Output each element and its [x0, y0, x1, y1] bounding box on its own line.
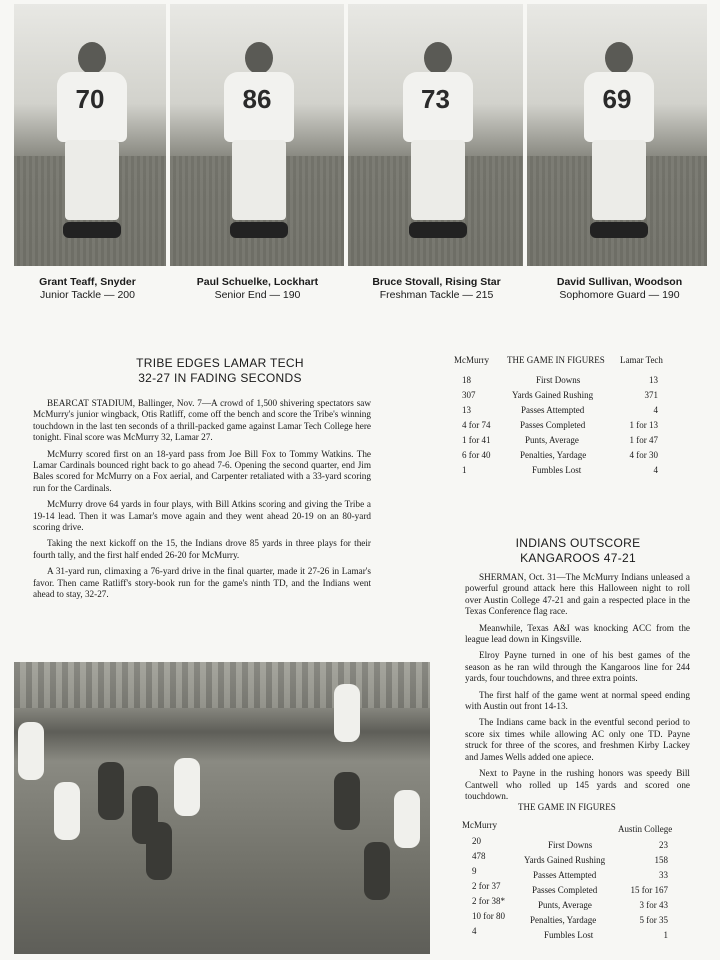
- player-photo-4: [527, 4, 707, 266]
- cell-right: 1: [663, 930, 668, 940]
- paragraph: Next to Payne in the rushing honors was speedy Bill Cantwell who rolled up 145 yards and scored one touchdown.: [465, 768, 690, 801]
- paragraph: The Indians came back in the eventful second period to score six times while allowing AC only one TD. Payne struck for three of the scores, and freshmen Kirby Lackey and James Wells added one apiece.: [465, 717, 690, 762]
- jersey-number: 86: [242, 84, 272, 114]
- player-position: Junior Tackle — 200: [40, 289, 135, 301]
- cell-right: 15 for 167: [630, 885, 668, 895]
- player-figure: [572, 38, 662, 248]
- cell-left: 4 for 74: [462, 420, 491, 430]
- cell-left: 13: [462, 405, 471, 415]
- game-action-photo: [14, 662, 430, 954]
- game-figures-table-1: [454, 355, 676, 485]
- paragraph: A 31-yard run, climaxing a 76-yard drive in the final quarter, made it 27-26 in Lamar's favor. Then came Ratliff's story-book run for the game's ninth TD, and the Indians went ahead to stay, 32-27.: [33, 566, 371, 600]
- photo-player: [18, 722, 44, 780]
- cell-right: 1 for 13: [629, 420, 658, 430]
- headline-line-2: KANGAROOS 47-21: [520, 551, 636, 565]
- cell-stat: Passes Completed: [520, 420, 586, 430]
- cell-stat: Punts, Average: [525, 435, 579, 445]
- table-row: [462, 926, 688, 941]
- player-figure: [45, 38, 135, 248]
- cell-right: 3 for 43: [639, 900, 668, 910]
- player-photo-2: [170, 4, 344, 266]
- table-row: [462, 851, 688, 866]
- table-row: [454, 390, 676, 405]
- cell-left: 6 for 40: [462, 450, 491, 460]
- cell-stat: Fumbles Lost: [532, 465, 582, 475]
- cell-left: 2 for 38*: [472, 896, 505, 906]
- table-row: [454, 420, 676, 435]
- paragraph: BEARCAT STADIUM, Ballinger, Nov. 7—A crowd of 1,500 shivering spectators saw McMurry's junior wingback, Otis Ratliff, come off the bench and score the Tribe's winning touchdown in the last ten seconds of a thrill-packed game against Lamar Tech College here tonight. Final score was McMurry 32, Lamar 27.: [33, 398, 371, 443]
- table-row: [462, 866, 688, 881]
- player-name: Grant Teaff, Snyder: [39, 276, 136, 288]
- table-row: [454, 435, 676, 450]
- cell-left: 2 for 37: [472, 881, 501, 891]
- player-legs: [592, 140, 646, 220]
- cell-left: 4: [472, 926, 477, 936]
- player-shoes: [590, 222, 648, 238]
- story-1-body: [33, 398, 371, 606]
- player-caption-3: [349, 276, 524, 302]
- cell-left: 18: [462, 375, 471, 385]
- player-caption-4: [532, 276, 707, 302]
- table-row: [454, 465, 676, 480]
- cell-right: 5 for 35: [639, 915, 668, 925]
- table-row: [462, 836, 688, 851]
- table-row: [454, 405, 676, 420]
- table-row: [454, 375, 676, 390]
- player-figure: [212, 38, 302, 248]
- table-row: [454, 450, 676, 465]
- cell-right: 23: [659, 840, 668, 850]
- photo-player: [54, 782, 80, 840]
- cell-right: 4 for 30: [629, 450, 658, 460]
- jersey-number: 70: [75, 84, 105, 114]
- player-name: David Sullivan, Woodson: [556, 276, 683, 288]
- photo-player: [146, 822, 172, 880]
- player-photo-1: [14, 4, 166, 266]
- table-row: [462, 896, 688, 911]
- story-1-headline: [60, 356, 380, 386]
- cell-left: 307: [462, 390, 476, 400]
- player-legs: [232, 140, 286, 220]
- photo-player: [364, 842, 390, 900]
- player-caption-2: [170, 276, 345, 302]
- paragraph: Elroy Payne turned in one of his best games of the season as he ran wild through the Kangaroos line for 244 yards, four touchdowns, and three extra points.: [465, 650, 690, 684]
- player-legs: [411, 140, 465, 220]
- jersey-number: 73: [421, 84, 450, 114]
- cell-stat: First Downs: [536, 375, 581, 385]
- cell-right: 158: [654, 855, 668, 865]
- cell-stat: Penalties, Yardage: [530, 915, 597, 925]
- player-shoes: [63, 222, 121, 238]
- player-position: Sophomore Guard — 190: [559, 289, 680, 301]
- cell-stat: Passes Completed: [532, 885, 598, 895]
- cell-right: 13: [649, 375, 658, 385]
- table-row: [462, 881, 688, 896]
- photo-player: [174, 758, 200, 816]
- cell-stat: Passes Attempted: [521, 405, 585, 415]
- player-head: [78, 42, 106, 74]
- game-figures-table-2: [462, 802, 688, 942]
- photo-player: [394, 790, 420, 848]
- table-row: [462, 911, 688, 926]
- player-name: Paul Schuelke, Lockhart: [196, 276, 319, 288]
- photo-player: [98, 762, 124, 820]
- player-head: [605, 42, 633, 74]
- player-shoes: [230, 222, 288, 238]
- cell-stat: Penalties, Yardage: [520, 450, 587, 460]
- cell-right: 4: [653, 465, 658, 475]
- photo-stands: [14, 662, 430, 708]
- cell-stat: Yards Gained Rushing: [512, 390, 594, 400]
- cell-stat: Yards Gained Rushing: [524, 855, 606, 865]
- cell-stat: First Downs: [548, 840, 593, 850]
- team-left-header: McMurry: [462, 820, 497, 830]
- cell-right: 4: [653, 405, 658, 415]
- cell-left: 20: [472, 836, 481, 846]
- cell-left: 1: [462, 465, 467, 475]
- photo-player: [334, 772, 360, 830]
- team-right-header: Austin College: [618, 824, 673, 834]
- headline-line-1: TRIBE EDGES LAMAR TECH: [136, 356, 304, 370]
- team-right-header: Lamar Tech: [620, 355, 663, 365]
- cell-right: 1 for 47: [629, 435, 658, 445]
- table-title: THE GAME IN FIGURES: [518, 802, 616, 812]
- paragraph: McMurry scored first on an 18-yard pass from Joe Bill Fox to Tommy Watkins. The Lamar Cardinals bounced right back to go ahead 7-6. Opening the second quarter, end Jim Bales scored for McMurry on a Fox aerial, and Carpenter retaliated with a 33-yard scoring run for the Cardinals.: [33, 448, 371, 493]
- cell-right: 33: [659, 870, 668, 880]
- player-position: Freshman Tackle — 215: [379, 289, 494, 301]
- player-name: Bruce Stovall, Rising Star: [372, 276, 501, 288]
- player-photo-3: [348, 4, 523, 266]
- cell-left: 1 for 41: [462, 435, 491, 445]
- cell-stat: Passes Attempted: [533, 870, 597, 880]
- cell-left: 9: [472, 866, 477, 876]
- player-head: [424, 42, 452, 74]
- story-2-body: [465, 572, 690, 807]
- player-figure: [391, 38, 481, 248]
- headline-line-1: INDIANS OUTSCORE: [515, 536, 641, 550]
- paragraph: The first half of the game went at normal speed ending with Austin out front 14-13.: [465, 689, 690, 712]
- paragraph: SHERMAN, Oct. 31—The McMurry Indians unleased a powerful ground attack here this Halloween night to roll over Austin College 47-21 and gain a respected place in the Texas Conference flag race.: [465, 572, 690, 617]
- cell-stat: Punts, Average: [538, 900, 592, 910]
- story-2-headline: [472, 536, 684, 566]
- paragraph: McMurry drove 64 yards in four plays, with Bill Atkins scoring and giving the Tribe a 19-14 lead. Then it was Lamar's move again and they went ahead 20-19 on an 80-yard scoring drive.: [33, 499, 371, 533]
- headline-line-2: 32-27 IN FADING SECONDS: [138, 371, 302, 385]
- photo-player: [334, 684, 360, 742]
- team-left-header: McMurry: [454, 355, 489, 365]
- paragraph: Taking the next kickoff on the 15, the Indians drove 85 yards in three plays for their fourth tally, and the first half ended 26-20 for McMurry.: [33, 538, 371, 560]
- cell-right: 371: [644, 390, 658, 400]
- jersey-number: 69: [602, 84, 632, 114]
- player-caption-1: [0, 276, 175, 302]
- cell-left: 478: [472, 851, 486, 861]
- player-legs: [65, 140, 119, 220]
- player-head: [245, 42, 273, 74]
- cell-stat: Fumbles Lost: [544, 930, 594, 940]
- table-title: THE GAME IN FIGURES: [507, 355, 605, 365]
- cell-left: 10 for 80: [472, 911, 505, 921]
- player-shoes: [409, 222, 467, 238]
- player-position: Senior End — 190: [214, 289, 301, 301]
- paragraph: Meanwhile, Texas A&I was knocking ACC from the league lead down in Kingsville.: [465, 622, 690, 645]
